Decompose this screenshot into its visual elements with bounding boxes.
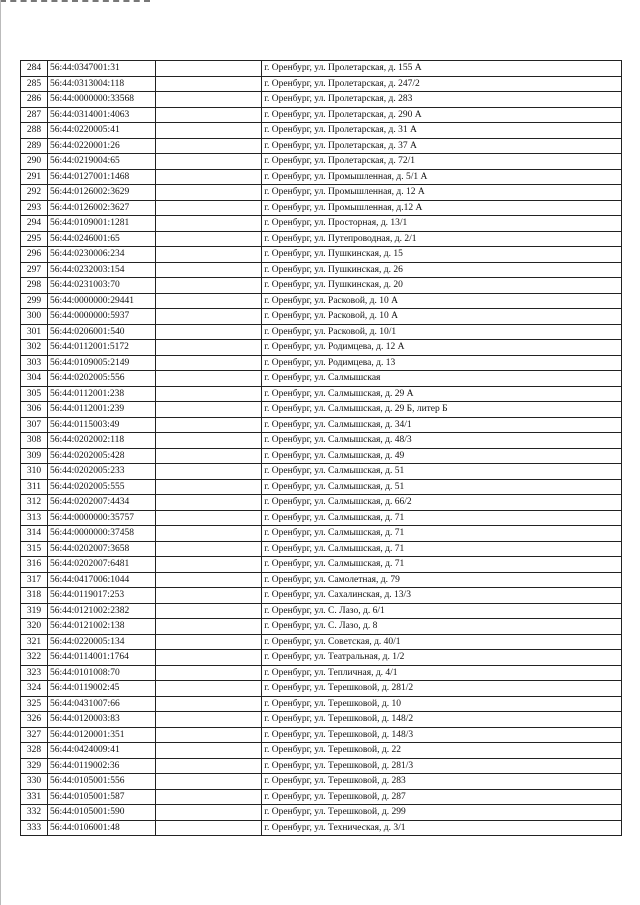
row-number-cell: 300 — [21, 309, 48, 325]
empty-cell — [156, 681, 262, 697]
table-row — [21, 448, 622, 464]
cadastral-number-cell: 56:44:0112001:238 — [48, 386, 156, 402]
cadastral-number-cell: 56:44:0313004:118 — [48, 76, 156, 92]
row-number-cell: 316 — [21, 557, 48, 573]
empty-cell — [156, 61, 262, 77]
empty-cell — [156, 138, 262, 154]
address-cell: г. Оренбург, ул. Пролетарская, д. 31 А — [262, 123, 622, 139]
row-number-cell: 323 — [21, 665, 48, 681]
row-number-cell: 302 — [21, 340, 48, 356]
cadastral-number-cell: 56:44:0000000:35757 — [48, 510, 156, 526]
table-row — [21, 681, 622, 697]
empty-cell — [156, 278, 262, 294]
empty-cell — [156, 526, 262, 542]
row-number-cell: 317 — [21, 572, 48, 588]
cadastral-number-cell: 56:44:0000000:29441 — [48, 293, 156, 309]
row-number-cell: 298 — [21, 278, 48, 294]
empty-cell — [156, 417, 262, 433]
row-number-cell: 318 — [21, 588, 48, 604]
address-cell: г. Оренбург, ул. Салмышская, д. 71 — [262, 510, 622, 526]
cadastral-number-cell: 56:44:0417006:1044 — [48, 572, 156, 588]
row-number-cell: 287 — [21, 107, 48, 123]
row-number-cell: 293 — [21, 200, 48, 216]
table-row — [21, 371, 622, 387]
table-row — [21, 340, 622, 356]
table-row — [21, 402, 622, 418]
table-row — [21, 138, 622, 154]
cadastral-number-cell: 56:44:0121002:138 — [48, 619, 156, 635]
scan-left-edge — [0, 0, 1, 905]
address-cell: г. Оренбург, ул. Салмышская, д. 29 А — [262, 386, 622, 402]
empty-cell — [156, 743, 262, 759]
address-cell: г. Оренбург, ул. Пушкинская, д. 20 — [262, 278, 622, 294]
address-cell: г. Оренбург, ул. Пушкинская, д. 15 — [262, 247, 622, 263]
row-number-cell: 325 — [21, 696, 48, 712]
address-cell: г. Оренбург, ул. Салмышская, д. 51 — [262, 464, 622, 480]
address-cell: г. Оренбург, ул. Промышленная, д. 5/1 А — [262, 169, 622, 185]
address-cell: г. Оренбург, ул. Тепличная, д. 4/1 — [262, 665, 622, 681]
address-cell: г. Оренбург, ул. Терешковой, д. 283 — [262, 774, 622, 790]
cadastral-number-cell: 56:44:0219004:65 — [48, 154, 156, 170]
cadastral-number-cell: 56:44:0202005:555 — [48, 479, 156, 495]
table-row — [21, 169, 622, 185]
cadastral-number-cell: 56:44:0121002:2382 — [48, 603, 156, 619]
address-cell: г. Оренбург, ул. Путепроводная, д. 2/1 — [262, 231, 622, 247]
table-row — [21, 510, 622, 526]
empty-cell — [156, 650, 262, 666]
table-row — [21, 433, 622, 449]
empty-cell — [156, 340, 262, 356]
cadastral-number-cell: 56:44:0424009:41 — [48, 743, 156, 759]
address-cell: г. Оренбург, ул. Родимцева, д. 12 А — [262, 340, 622, 356]
row-number-cell: 321 — [21, 634, 48, 650]
cadastral-number-cell: 56:44:0220005:41 — [48, 123, 156, 139]
row-number-cell: 297 — [21, 262, 48, 278]
row-number-cell: 319 — [21, 603, 48, 619]
table-row — [21, 774, 622, 790]
row-number-cell: 326 — [21, 712, 48, 728]
row-number-cell: 308 — [21, 433, 48, 449]
address-cell: г. Оренбург, ул. Пролетарская, д. 283 — [262, 92, 622, 108]
table-row — [21, 324, 622, 340]
address-cell: г. Оренбург, ул. Расковой, д. 10 А — [262, 309, 622, 325]
cadastral-number-cell: 56:44:0126002:3627 — [48, 200, 156, 216]
table-row — [21, 665, 622, 681]
table-row — [21, 262, 622, 278]
table-row — [21, 107, 622, 123]
address-cell: г. Оренбург, ул. Родимцева, д. 13 — [262, 355, 622, 371]
cadastral-number-cell: 56:44:0231003:70 — [48, 278, 156, 294]
row-number-cell: 289 — [21, 138, 48, 154]
empty-cell — [156, 371, 262, 387]
address-cell: г. Оренбург, ул. Терешковой, д. 281/2 — [262, 681, 622, 697]
table-row — [21, 634, 622, 650]
cadastral-number-cell: 56:44:0202005:556 — [48, 371, 156, 387]
table-row — [21, 541, 622, 557]
cadastral-number-cell: 56:44:0112001:239 — [48, 402, 156, 418]
address-cell: г. Оренбург, ул. Самолетная, д. 79 — [262, 572, 622, 588]
row-number-cell: 296 — [21, 247, 48, 263]
table-row — [21, 200, 622, 216]
address-cell: г. Оренбург, ул. Терешковой, д. 148/2 — [262, 712, 622, 728]
table-row — [21, 92, 622, 108]
row-number-cell: 285 — [21, 76, 48, 92]
row-number-cell: 330 — [21, 774, 48, 790]
empty-cell — [156, 696, 262, 712]
address-cell: г. Оренбург, ул. С. Лазо, д. 8 — [262, 619, 622, 635]
table-row — [21, 76, 622, 92]
empty-cell — [156, 293, 262, 309]
row-number-cell: 299 — [21, 293, 48, 309]
empty-cell — [156, 789, 262, 805]
address-cell: г. Оренбург, ул. Расковой, д. 10/1 — [262, 324, 622, 340]
empty-cell — [156, 712, 262, 728]
cadastral-number-cell: 56:44:0206001:540 — [48, 324, 156, 340]
table-row — [21, 650, 622, 666]
table-row — [21, 464, 622, 480]
table-row — [21, 526, 622, 542]
row-number-cell: 333 — [21, 820, 48, 836]
row-number-cell: 305 — [21, 386, 48, 402]
empty-cell — [156, 123, 262, 139]
address-cell: г. Оренбург, ул. Сахалинская, д. 13/3 — [262, 588, 622, 604]
table-body — [21, 61, 622, 836]
address-cell: г. Оренбург, ул. Салмышская, д. 71 — [262, 557, 622, 573]
table-row — [21, 123, 622, 139]
empty-cell — [156, 588, 262, 604]
empty-cell — [156, 309, 262, 325]
table-row — [21, 712, 622, 728]
table-row — [21, 154, 622, 170]
cadastral-number-cell: 56:44:0202005:428 — [48, 448, 156, 464]
cadastral-number-cell: 56:44:0119002:45 — [48, 681, 156, 697]
table-row — [21, 495, 622, 511]
table-row — [21, 588, 622, 604]
row-number-cell: 306 — [21, 402, 48, 418]
table-row — [21, 743, 622, 759]
address-cell: г. Оренбург, ул. Пролетарская, д. 290 А — [262, 107, 622, 123]
cadastral-number-cell: 56:44:0120003:83 — [48, 712, 156, 728]
row-number-cell: 292 — [21, 185, 48, 201]
address-cell: г. Оренбург, ул. Пролетарская, д. 37 А — [262, 138, 622, 154]
row-number-cell: 286 — [21, 92, 48, 108]
cadastral-number-cell: 56:44:0246001:65 — [48, 231, 156, 247]
address-cell: г. Оренбург, ул. Расковой, д. 10 А — [262, 293, 622, 309]
row-number-cell: 303 — [21, 355, 48, 371]
cadastral-number-cell: 56:44:0314001:4063 — [48, 107, 156, 123]
cadastral-number-cell: 56:44:0230006:234 — [48, 247, 156, 263]
address-cell: г. Оренбург, ул. Пролетарская, д. 247/2 — [262, 76, 622, 92]
row-number-cell: 322 — [21, 650, 48, 666]
row-number-cell: 301 — [21, 324, 48, 340]
empty-cell — [156, 231, 262, 247]
address-cell: г. Оренбург, ул. Салмышская, д. 51 — [262, 479, 622, 495]
empty-cell — [156, 603, 262, 619]
empty-cell — [156, 386, 262, 402]
row-number-cell: 290 — [21, 154, 48, 170]
address-cell: г. Оренбург, ул. Терешковой, д. 10 — [262, 696, 622, 712]
address-cell: г. Оренбург, ул. Промышленная, д.12 А — [262, 200, 622, 216]
address-cell: г. Оренбург, ул. С. Лазо, д. 6/1 — [262, 603, 622, 619]
cadastral-number-cell: 56:44:0202007:4434 — [48, 495, 156, 511]
address-cell: г. Оренбург, ул. Промышленная, д. 12 А — [262, 185, 622, 201]
row-number-cell: 313 — [21, 510, 48, 526]
table-row — [21, 557, 622, 573]
address-cell: г. Оренбург, ул. Терешковой, д. 281/3 — [262, 758, 622, 774]
cadastral-number-cell: 56:44:0105001:590 — [48, 805, 156, 821]
cadastral-number-cell: 56:44:0202002:118 — [48, 433, 156, 449]
table-row — [21, 185, 622, 201]
cadastral-number-cell: 56:44:0114001:1764 — [48, 650, 156, 666]
address-cell: г. Оренбург, ул. Техническая, д. 3/1 — [262, 820, 622, 836]
row-number-cell: 312 — [21, 495, 48, 511]
address-cell: г. Оренбург, ул. Терешковой, д. 299 — [262, 805, 622, 821]
empty-cell — [156, 107, 262, 123]
cadastral-number-cell: 56:44:0126002:3629 — [48, 185, 156, 201]
empty-cell — [156, 200, 262, 216]
empty-cell — [156, 154, 262, 170]
table-row — [21, 479, 622, 495]
row-number-cell: 327 — [21, 727, 48, 743]
empty-cell — [156, 727, 262, 743]
empty-cell — [156, 805, 262, 821]
empty-cell — [156, 169, 262, 185]
row-number-cell: 291 — [21, 169, 48, 185]
empty-cell — [156, 185, 262, 201]
address-cell: г. Оренбург, ул. Салмышская, д. 48/3 — [262, 433, 622, 449]
row-number-cell: 309 — [21, 448, 48, 464]
empty-cell — [156, 324, 262, 340]
table-row — [21, 805, 622, 821]
address-cell: г. Оренбург, ул. Салмышская, д. 66/2 — [262, 495, 622, 511]
row-number-cell: 314 — [21, 526, 48, 542]
empty-cell — [156, 820, 262, 836]
cadastral-number-cell: 56:44:0220001:26 — [48, 138, 156, 154]
cadastral-number-cell: 56:44:0347001:31 — [48, 61, 156, 77]
row-number-cell: 310 — [21, 464, 48, 480]
row-number-cell: 329 — [21, 758, 48, 774]
empty-cell — [156, 464, 262, 480]
empty-cell — [156, 262, 262, 278]
empty-cell — [156, 216, 262, 232]
row-number-cell: 315 — [21, 541, 48, 557]
table-row — [21, 789, 622, 805]
empty-cell — [156, 541, 262, 557]
cadastral-number-cell: 56:44:0109001:1281 — [48, 216, 156, 232]
address-cell: г. Оренбург, ул. Терешковой, д. 22 — [262, 743, 622, 759]
row-number-cell: 288 — [21, 123, 48, 139]
address-cell: г. Оренбург, ул. Пролетарская, д. 72/1 — [262, 154, 622, 170]
cadastral-number-cell: 56:44:0202007:3658 — [48, 541, 156, 557]
empty-cell — [156, 572, 262, 588]
empty-cell — [156, 557, 262, 573]
empty-cell — [156, 510, 262, 526]
address-cell: г. Оренбург, ул. Салмышская, д. 29 Б, литер Б — [262, 402, 622, 418]
address-cell: г. Оренбург, ул. Салмышская, д. 71 — [262, 541, 622, 557]
table-row — [21, 572, 622, 588]
table-row — [21, 417, 622, 433]
address-cell: г. Оренбург, ул. Театральная, д. 1/2 — [262, 650, 622, 666]
row-number-cell: 328 — [21, 743, 48, 759]
cadastral-number-cell: 56:44:0105001:556 — [48, 774, 156, 790]
cadastral-number-cell: 56:44:0000000:37458 — [48, 526, 156, 542]
row-number-cell: 331 — [21, 789, 48, 805]
cadastral-number-cell: 56:44:0000000:33568 — [48, 92, 156, 108]
table-row — [21, 293, 622, 309]
cadastral-number-cell: 56:44:0119017:253 — [48, 588, 156, 604]
address-cell: г. Оренбург, ул. Салмышская — [262, 371, 622, 387]
row-number-cell: 307 — [21, 417, 48, 433]
cadastral-number-cell: 56:44:0000000:5937 — [48, 309, 156, 325]
table-row — [21, 355, 622, 371]
table-row — [21, 309, 622, 325]
cadastral-number-cell: 56:44:0127001:1468 — [48, 169, 156, 185]
empty-cell — [156, 619, 262, 635]
address-cell: г. Оренбург, ул. Салмышская, д. 34/1 — [262, 417, 622, 433]
table-row — [21, 231, 622, 247]
cadastral-number-cell: 56:44:0119002:36 — [48, 758, 156, 774]
cadastral-number-cell: 56:44:0106001:48 — [48, 820, 156, 836]
empty-cell — [156, 92, 262, 108]
cadastral-number-cell: 56:44:0105001:587 — [48, 789, 156, 805]
table-row — [21, 216, 622, 232]
empty-cell — [156, 665, 262, 681]
cadastral-number-cell: 56:44:0232003:154 — [48, 262, 156, 278]
empty-cell — [156, 402, 262, 418]
address-cell: г. Оренбург, ул. Салмышская, д. 71 — [262, 526, 622, 542]
address-cell: г. Оренбург, ул. Пролетарская, д. 155 А — [262, 61, 622, 77]
row-number-cell: 295 — [21, 231, 48, 247]
row-number-cell: 284 — [21, 61, 48, 77]
table-row — [21, 696, 622, 712]
table-row — [21, 820, 622, 836]
empty-cell — [156, 774, 262, 790]
cadastral-number-cell: 56:44:0202005:233 — [48, 464, 156, 480]
cadastral-number-cell: 56:44:0115003:49 — [48, 417, 156, 433]
empty-cell — [156, 247, 262, 263]
empty-cell — [156, 433, 262, 449]
table-row — [21, 758, 622, 774]
empty-cell — [156, 355, 262, 371]
row-number-cell: 320 — [21, 619, 48, 635]
cadastral-number-cell: 56:44:0202007:6481 — [48, 557, 156, 573]
cadastral-number-cell: 56:44:0120001:351 — [48, 727, 156, 743]
table-row — [21, 603, 622, 619]
empty-cell — [156, 76, 262, 92]
table-row — [21, 619, 622, 635]
row-number-cell: 294 — [21, 216, 48, 232]
address-cell: г. Оренбург, ул. Советская, д. 40/1 — [262, 634, 622, 650]
address-cell: г. Оренбург, ул. Просторная, д. 13/1 — [262, 216, 622, 232]
table-row — [21, 278, 622, 294]
cadastral-number-cell: 56:44:0220005:134 — [48, 634, 156, 650]
empty-cell — [156, 448, 262, 464]
cadastral-number-cell: 56:44:0431007:66 — [48, 696, 156, 712]
row-number-cell: 324 — [21, 681, 48, 697]
address-cell: г. Оренбург, ул. Пушкинская, д. 26 — [262, 262, 622, 278]
table-row — [21, 386, 622, 402]
address-cell: г. Оренбург, ул. Терешковой, д. 148/3 — [262, 727, 622, 743]
empty-cell — [156, 495, 262, 511]
property-list-table — [20, 60, 622, 836]
row-number-cell: 304 — [21, 371, 48, 387]
scan-top-dashes — [0, 0, 150, 8]
table-row — [21, 247, 622, 263]
empty-cell — [156, 758, 262, 774]
cadastral-number-cell: 56:44:0109005:2149 — [48, 355, 156, 371]
row-number-cell: 311 — [21, 479, 48, 495]
table-row — [21, 727, 622, 743]
address-cell: г. Оренбург, ул. Салмышская, д. 49 — [262, 448, 622, 464]
row-number-cell: 332 — [21, 805, 48, 821]
empty-cell — [156, 479, 262, 495]
address-cell: г. Оренбург, ул. Терешковой, д. 287 — [262, 789, 622, 805]
cadastral-number-cell: 56:44:0101008:70 — [48, 665, 156, 681]
table-row — [21, 61, 622, 77]
cadastral-number-cell: 56:44:0112001:5172 — [48, 340, 156, 356]
empty-cell — [156, 634, 262, 650]
